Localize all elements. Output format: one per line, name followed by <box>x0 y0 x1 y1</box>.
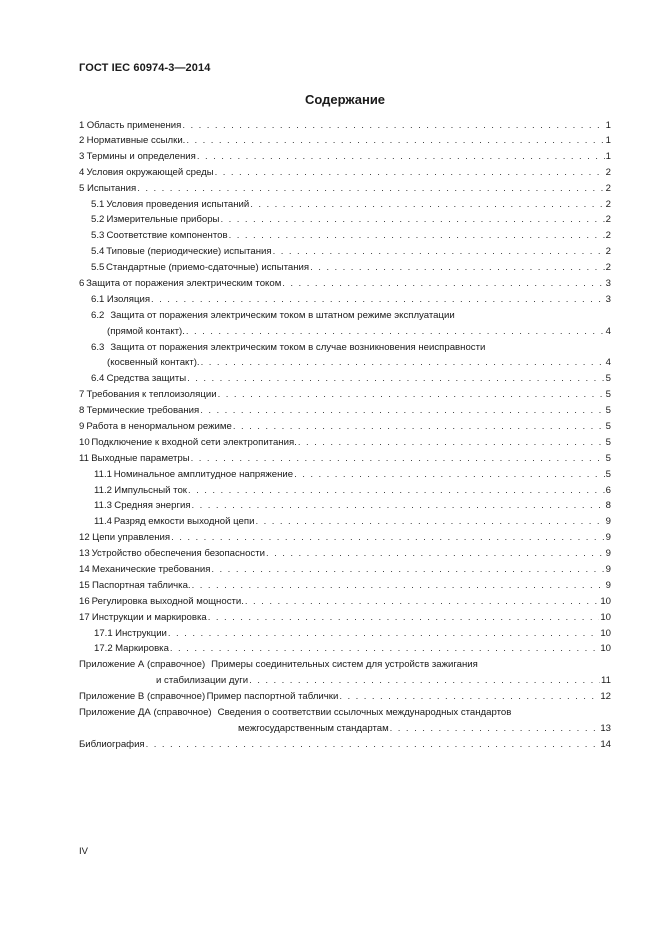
toc-number: 9 <box>79 421 85 433</box>
toc-entry-6-4[interactable] <box>79 371 611 387</box>
appendix-label: Пример паспортной таблички <box>206 691 339 703</box>
toc-label: Стандартные (приемо-сдаточные) испытания <box>105 262 310 274</box>
leader-dots <box>266 546 605 562</box>
leader-dots <box>245 594 599 610</box>
appendix-prefix: Приложение В (справочное) <box>79 691 206 703</box>
toc-number: 11.3 <box>94 500 112 512</box>
toc-label: Импульсный ток <box>114 484 187 496</box>
toc-page: 2 <box>605 246 611 258</box>
toc-page: 5 <box>605 436 611 448</box>
leader-dots <box>201 355 605 371</box>
toc-label: Защита от поражения электрическим током в штатном режиме эксплуатации <box>110 309 455 321</box>
toc-label: Требования к теплоизоляции <box>86 389 217 401</box>
toc-label: Устройство обеспечения безопасности <box>91 548 265 560</box>
leader-dots <box>170 641 599 657</box>
toc-label: Соответствие компонентов <box>106 230 228 242</box>
toc-number: 17.2 <box>94 643 113 655</box>
toc-page: 9 <box>605 548 611 560</box>
toc-number: 5.5 <box>91 262 105 274</box>
leader-dots <box>211 562 604 578</box>
toc-label-continuation: (прямой контакт). <box>107 325 185 337</box>
appendix-page: 13 <box>600 722 611 734</box>
leader-dots <box>151 292 605 308</box>
toc-label: Испытания <box>86 182 137 194</box>
leader-dots <box>171 530 605 546</box>
leader-dots <box>233 419 605 435</box>
toc-page: 10 <box>600 643 611 655</box>
toc-page: 9 <box>605 516 611 528</box>
toc-number: 13 <box>79 548 90 560</box>
leader-dots <box>146 737 600 753</box>
toc-label: Работа в ненормальном режиме <box>86 421 232 433</box>
bibliography-page: 14 <box>600 738 611 750</box>
toc-entry-6-2-line1[interactable] <box>79 308 611 324</box>
leader-dots <box>339 689 599 705</box>
toc-entry-5-3[interactable] <box>79 228 611 244</box>
toc-label: Инструкции <box>115 627 167 639</box>
toc-number: 16 <box>79 595 90 607</box>
toc-number: 6.4 <box>91 373 105 385</box>
toc-entry-17-1[interactable] <box>79 626 611 642</box>
toc-label: Средняя энергия <box>114 500 191 512</box>
toc-page: 4 <box>605 357 611 369</box>
toc-page: 2 <box>605 214 611 226</box>
toc-page: 9 <box>605 579 611 591</box>
toc-entry-6-1[interactable] <box>79 292 611 308</box>
toc-label: Условия проведения испытаний <box>106 198 250 210</box>
leader-dots <box>310 260 605 276</box>
toc-entry-7[interactable] <box>79 387 611 403</box>
toc-label: Защита от поражения электрическим током в случае возникновения неисправности <box>110 341 486 353</box>
toc-number: 6.1 <box>91 293 105 305</box>
toc-label: Механические требования <box>91 564 211 576</box>
toc-page: 9 <box>605 564 611 576</box>
toc-label: Инструкции и маркировка <box>91 611 207 623</box>
toc-number: 11.1 <box>94 468 112 480</box>
toc-label: Выходные параметры <box>91 452 190 464</box>
toc-entry-5-1[interactable] <box>79 197 611 213</box>
toc-label: Средства защиты <box>106 373 187 385</box>
leader-dots <box>186 324 605 340</box>
toc-label: Разряд емкости выходной цепи <box>113 516 255 528</box>
toc-entry-5[interactable] <box>79 181 611 197</box>
appendix-a-line1[interactable] <box>79 657 611 673</box>
toc-page: 10 <box>600 611 611 623</box>
toc-entry-15[interactable] <box>79 578 611 594</box>
toc-entry-12[interactable] <box>79 530 611 546</box>
leader-dots <box>249 673 600 689</box>
toc-entry-11-4[interactable] <box>79 514 611 530</box>
toc-label: Термины и определения <box>86 150 196 162</box>
toc-entry-11-1[interactable] <box>79 467 611 483</box>
leader-dots <box>192 498 605 514</box>
leader-dots <box>390 721 600 737</box>
leader-dots <box>187 371 605 387</box>
toc-entry-6-3-line1[interactable] <box>79 340 611 356</box>
toc-number: 11.4 <box>94 516 112 528</box>
appendix-da-line2[interactable] <box>79 721 611 737</box>
toc-entry-8[interactable] <box>79 403 611 419</box>
toc-number: 17.1 <box>94 627 113 639</box>
toc-entry-3[interactable] <box>79 149 611 165</box>
toc-number: 15 <box>79 579 90 591</box>
page-title: Содержание <box>304 92 386 107</box>
toc-entry-14[interactable] <box>79 562 611 578</box>
bibliography-entry[interactable] <box>79 737 611 753</box>
toc-entry-17[interactable] <box>79 610 611 626</box>
leader-dots <box>200 403 604 419</box>
toc-page: 5 <box>605 373 611 385</box>
appendix-label-continuation: межгосударственным стандартам <box>238 722 389 734</box>
toc-entry-2[interactable] <box>79 133 611 149</box>
appendix-page: 11 <box>601 675 611 687</box>
toc-page: 6 <box>605 484 611 496</box>
toc-page: 5 <box>605 389 611 401</box>
leader-dots <box>282 276 604 292</box>
toc-number: 1 <box>79 120 85 131</box>
toc-label: Измерительные приборы <box>106 214 220 226</box>
toc-entry-11-2[interactable] <box>79 483 611 499</box>
toc-label: Термические требования <box>86 405 200 417</box>
leader-dots <box>250 197 604 213</box>
toc-page: 5 <box>605 405 611 417</box>
toc-page: 5 <box>605 421 611 433</box>
toc-number: 17 <box>79 611 90 623</box>
toc-number: 6.3 <box>91 341 105 353</box>
toc-number: 5 <box>79 182 85 194</box>
leader-dots <box>229 228 605 244</box>
toc-page: 2 <box>605 230 611 242</box>
toc-label: Цепи управления <box>92 532 171 544</box>
bibliography-label: Библиография <box>79 738 145 750</box>
leader-dots <box>215 165 605 181</box>
leader-dots <box>168 626 599 642</box>
toc-entry-5-4[interactable] <box>79 244 611 260</box>
toc-page: 10 <box>600 595 611 607</box>
toc-number: 4 <box>79 166 85 178</box>
toc-entry-17-2[interactable] <box>79 642 611 658</box>
toc-label: Изоляция <box>106 293 151 305</box>
toc-entry-6-3-line2[interactable] <box>79 355 611 371</box>
table-of-contents <box>79 119 611 753</box>
toc-label: Условия окружающей среды <box>86 166 214 178</box>
toc-page: 8 <box>605 500 611 512</box>
leader-dots <box>220 212 604 228</box>
toc-page: 9 <box>605 532 611 544</box>
toc-label: Нормативные ссылки. <box>86 134 186 146</box>
toc-page: 2 <box>605 166 611 178</box>
toc-label: Паспортная табличка. <box>91 579 191 591</box>
appendix-b[interactable] <box>79 689 611 705</box>
toc-entry-10[interactable] <box>79 435 611 451</box>
toc-number: 6.2 <box>91 309 105 321</box>
leader-dots <box>255 514 604 530</box>
toc-number: 12 <box>79 532 90 544</box>
toc-number: 11 <box>79 452 89 464</box>
leader-dots <box>218 387 605 403</box>
leader-dots <box>208 610 600 626</box>
toc-number: 2 <box>79 134 85 146</box>
leader-dots <box>191 451 605 467</box>
toc-page: 5 <box>605 468 611 480</box>
toc-label-continuation: (косвенный контакт). <box>107 357 200 369</box>
toc-number: 10 <box>79 436 90 448</box>
toc-number: 6 <box>79 278 85 289</box>
toc-entry-5-5[interactable] <box>79 260 611 276</box>
toc-entry-1[interactable] <box>79 119 611 133</box>
toc-label: Область применения <box>86 120 182 131</box>
toc-label: Типовые (периодические) испытания <box>106 246 272 258</box>
toc-number: 5.2 <box>91 214 105 226</box>
toc-page: 2 <box>605 262 611 274</box>
toc-entry-16[interactable] <box>79 594 611 610</box>
toc-label: Подключение к входной сети электропитания. <box>91 436 297 448</box>
appendix-page: 12 <box>600 691 611 703</box>
toc-page: 10 <box>600 627 611 639</box>
appendix-da-line1[interactable] <box>79 705 611 721</box>
toc-page: 1 <box>605 150 611 162</box>
appendix-prefix: Приложение ДА (справочное) <box>79 707 212 719</box>
toc-entry-11-3[interactable] <box>79 498 611 514</box>
toc-label: Номинальное амплитудное напряжение <box>113 468 294 480</box>
toc-page: 1 <box>605 134 611 146</box>
leader-dots <box>294 467 605 483</box>
toc-number: 7 <box>79 389 85 401</box>
appendix-prefix: Приложение А (справочное) <box>79 659 206 671</box>
toc-page: 3 <box>605 293 611 305</box>
toc-number: 5.3 <box>91 230 105 242</box>
toc-page: 2 <box>605 182 611 194</box>
appendix-label: Примеры соединительных систем для устройств зажигания <box>211 659 478 671</box>
leader-dots <box>186 133 604 149</box>
toc-number: 5.4 <box>91 246 105 258</box>
toc-number: 14 <box>79 564 90 576</box>
leader-dots <box>137 181 604 197</box>
page-number: IV <box>79 846 88 857</box>
toc-page: 5 <box>605 452 611 464</box>
appendix-label-continuation: и стабилизации дуги <box>156 675 249 687</box>
document-header: ГОСТ IEC 60974-3—2014 <box>79 62 211 74</box>
leader-dots <box>182 119 604 133</box>
toc-page: 4 <box>605 325 611 337</box>
leader-dots <box>298 435 605 451</box>
toc-entry-4[interactable] <box>79 165 611 181</box>
toc-number: 3 <box>79 150 85 162</box>
toc-page: 3 <box>605 278 611 289</box>
toc-label: Защита от поражения электрическим током <box>86 278 282 289</box>
toc-page: 1 <box>605 120 611 131</box>
toc-entry-11[interactable] <box>79 451 611 467</box>
toc-number: 8 <box>79 405 85 417</box>
appendix-a-line2[interactable] <box>79 673 611 689</box>
toc-label: Маркировка <box>115 643 169 655</box>
toc-page: 2 <box>605 198 611 210</box>
leader-dots <box>197 149 605 165</box>
leader-dots <box>273 244 605 260</box>
toc-number: 11.2 <box>94 484 112 496</box>
leader-dots <box>188 483 605 499</box>
toc-entry-6-2-line2[interactable] <box>79 324 611 340</box>
toc-entry-9[interactable] <box>79 419 611 435</box>
toc-number: 5.1 <box>91 198 105 210</box>
leader-dots <box>192 578 605 594</box>
toc-entry-13[interactable] <box>79 546 611 562</box>
toc-entry-5-2[interactable] <box>79 212 611 228</box>
appendix-label: Сведения о соответствии ссылочных международных стандартов <box>217 707 512 719</box>
toc-label: Регулировка выходной мощности. <box>91 595 244 607</box>
toc-entry-6[interactable] <box>79 276 611 292</box>
